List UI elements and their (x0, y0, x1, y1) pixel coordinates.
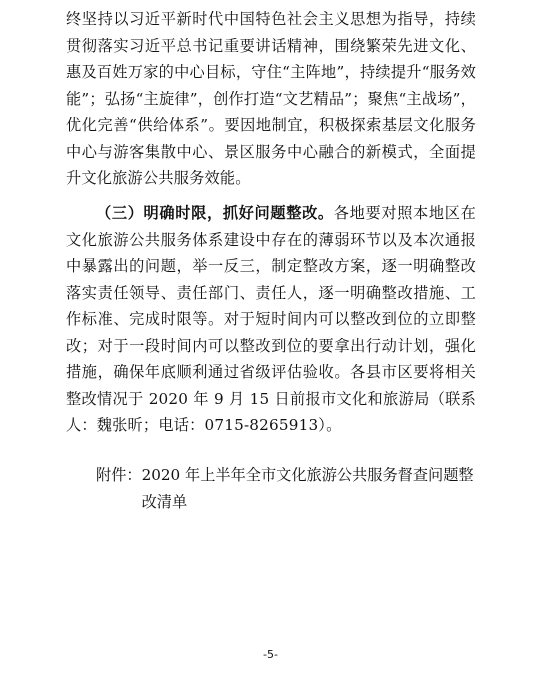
section-three-heading: （三）明确时限，抓好问题整改。 (96, 204, 334, 222)
attachment-title: 2020 年上半年全市文化旅游公共服务督查问题整改清单 (141, 466, 474, 511)
attachment-label: 附件： (96, 466, 142, 484)
attachment-line (96, 462, 486, 515)
body-paragraph-continued: 终坚持以习近平新时代中国特色社会主义思想为指导，持续贯彻落实习近平总书记重要讲话精神，围绕繁荣先进文化、惠及百姓万家的中心目标，守住“主阵地”，持续提升“服务效能”；弘扬“主旋律”，创作打造“文艺精品”；聚焦“主战场”，优化完善“供给体系”。要因地制宜，积极探索基层文化服务中心与游客集散中心、景区服务中心融合的新模式，全面提升文化旅游公共服务效能。 (66, 10, 476, 187)
page-number: -5- (263, 648, 278, 661)
section-three-body: 各地要对照本地区在文化旅游公共服务体系建设中存在的薄弱环节以及本次通报中暴露出的问题，举一反三，制定整改方案，逐一明确整改落实责任领导、责任部门、责任人，逐一明确整改措施、工作标准、完成时限等。对于短时间内可以整改到位的立即整改；对于一段时间内可以整改到位的要拿出行动计划，强化措施，确保年底顺利通过省级评估验收。各县市区要将相关整改情况于 2020 年 9 月 15 日前报市文化和旅游局（联系人：魏张昕；电话：0715-8265913）。 (66, 204, 477, 434)
section-three-paragraph (66, 200, 476, 439)
